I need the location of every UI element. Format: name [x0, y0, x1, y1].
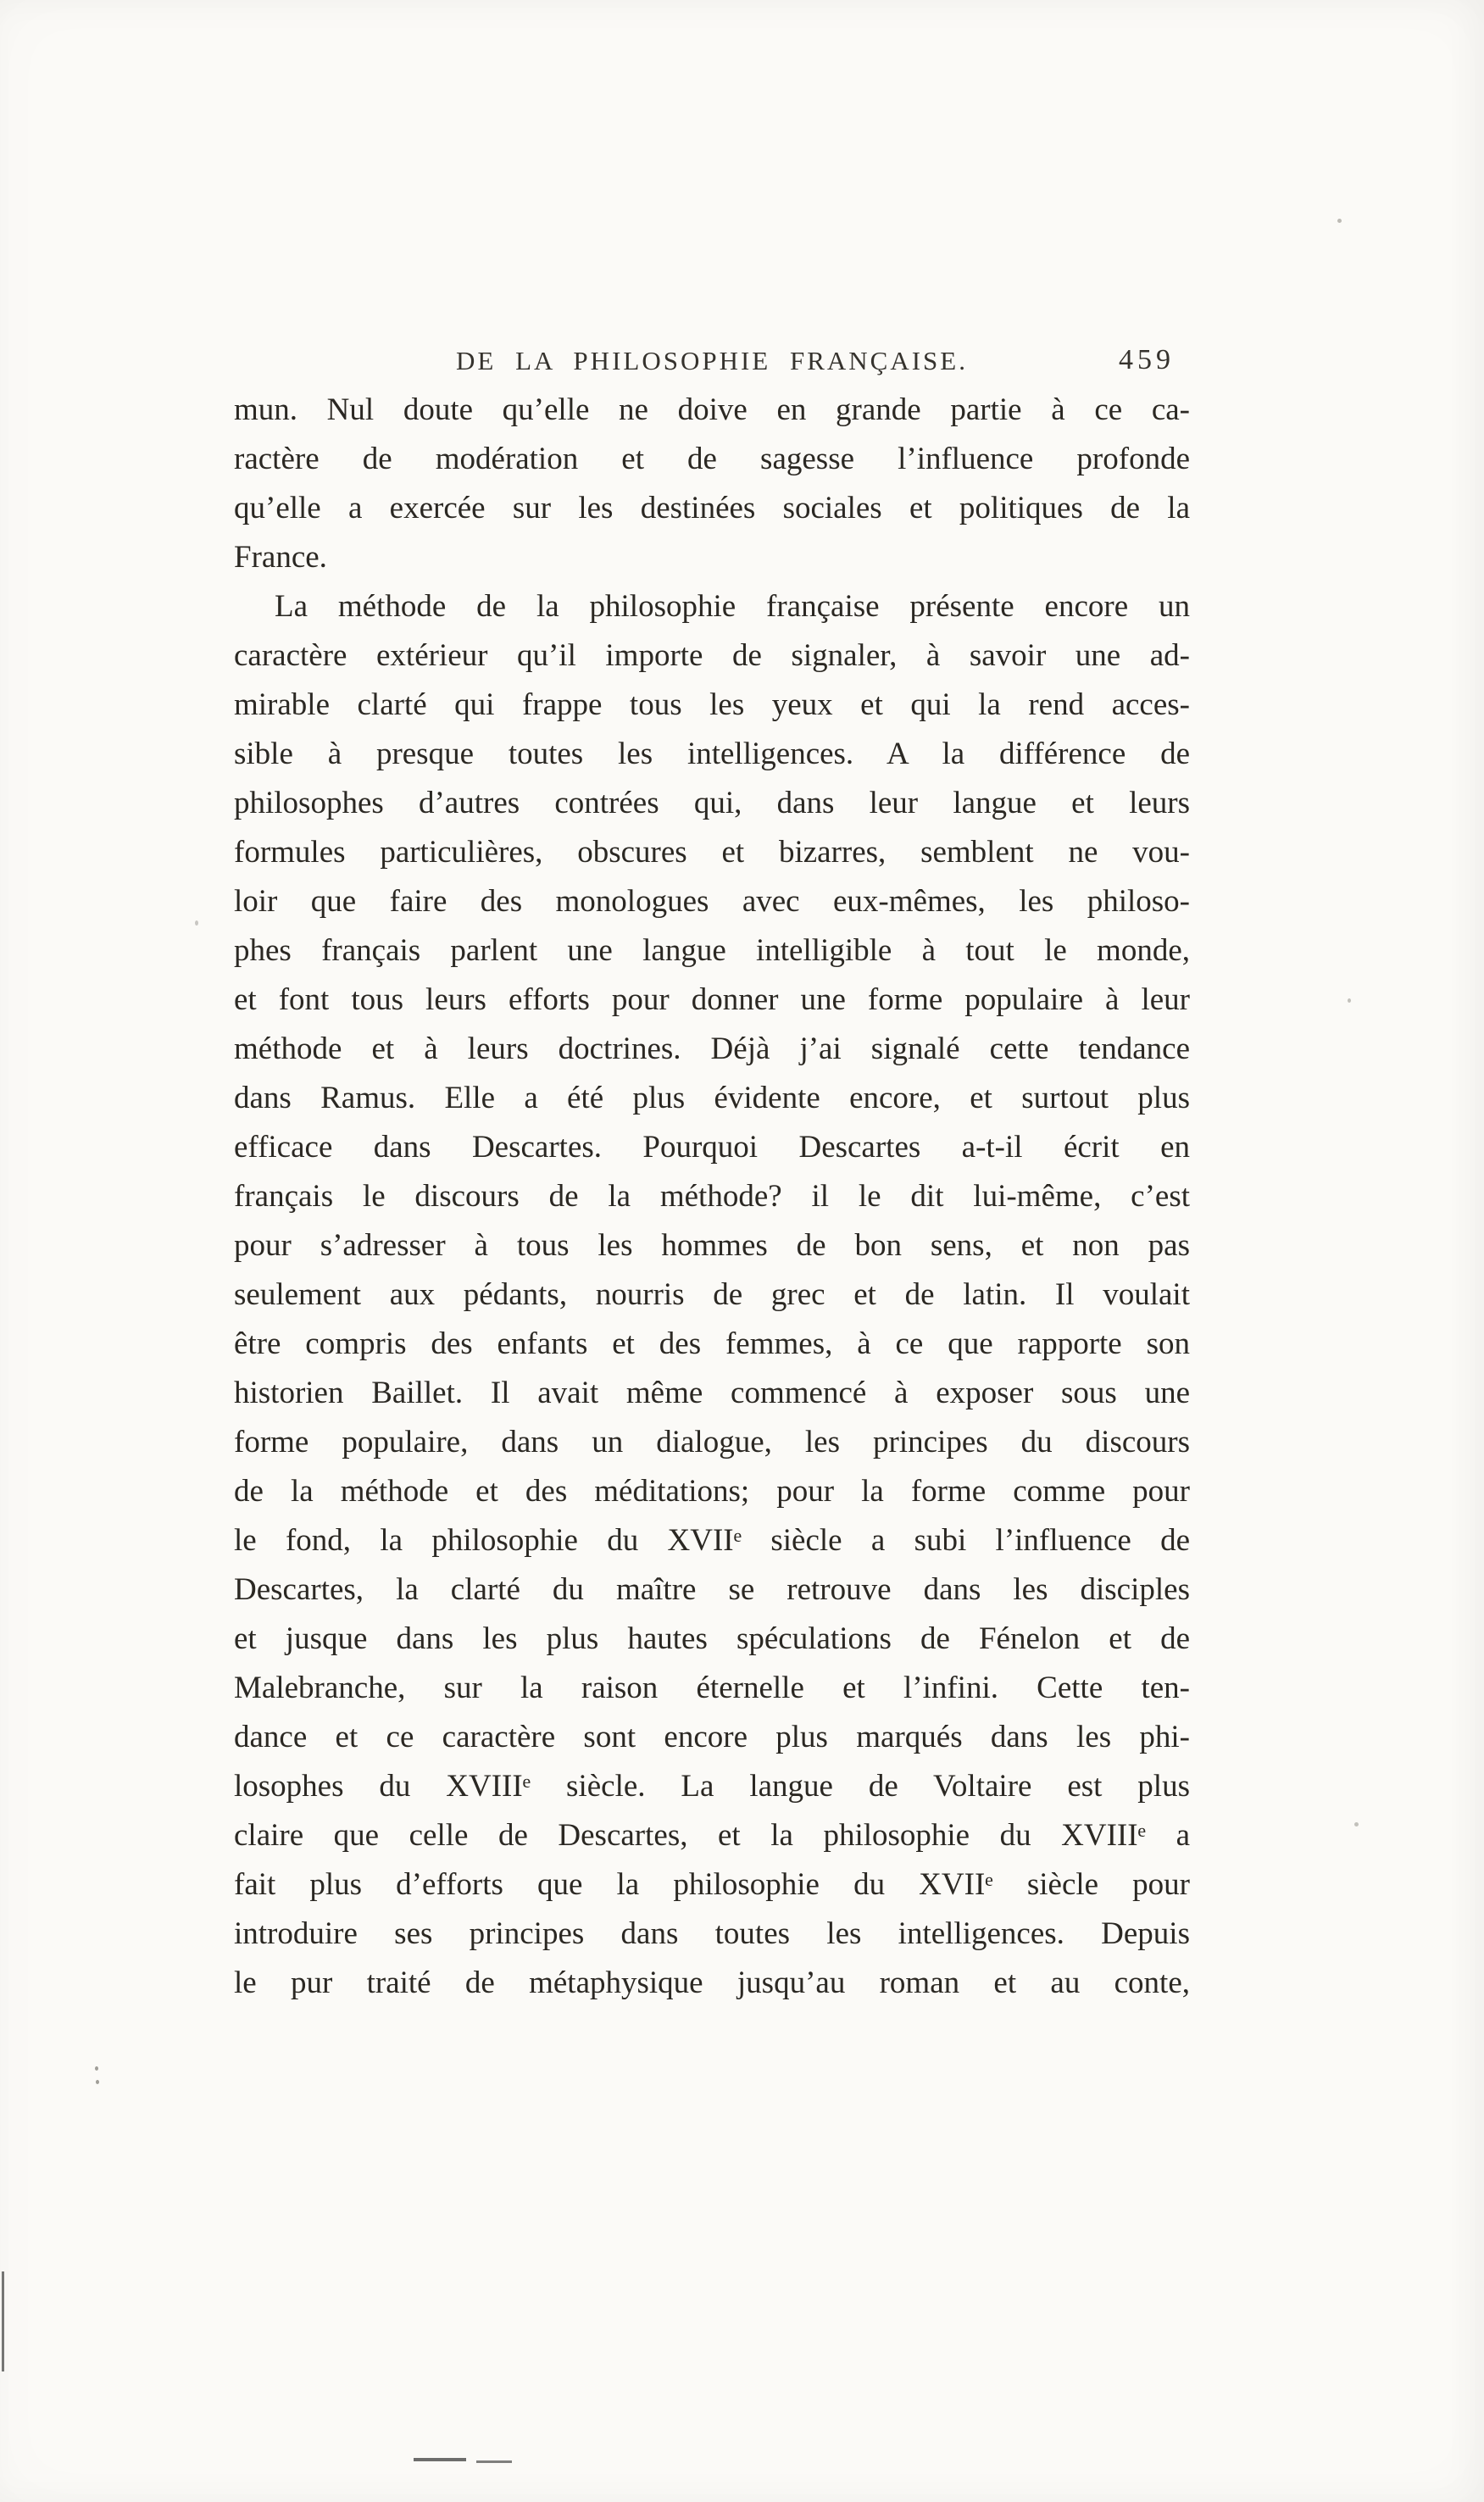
- text-line: sible à presque toutes les intelligences. A la différence de: [234, 737, 1190, 771]
- text-line: seulement aux pédants, nourris de grec et de latin. Il voulait: [234, 1277, 1190, 1312]
- text-line: dance et ce caractère sont encore plus marqués dans les phi-: [234, 1720, 1190, 1754]
- page-header: [234, 346, 1190, 383]
- scan-artifact-speck: [95, 2066, 98, 2071]
- text-line: fait plus d’efforts que la philosophie du XVIIᵉ siècle pour: [234, 1867, 1190, 1902]
- text-line: le fond, la philosophie du XVIIᵉ siècle a subi l’influence de: [234, 1523, 1190, 1558]
- text-line: méthode et à leurs doctrines. Déjà j’ai signalé cette tendance: [234, 1031, 1190, 1066]
- scan-artifact-bottom-dash: [476, 2460, 512, 2463]
- text-line: Malebranche, sur la raison éternelle et l’infini. Cette ten-: [234, 1671, 1190, 1705]
- text-line: le pur traité de métaphysique jusqu’au roman et au conte,: [234, 1965, 1190, 2000]
- scan-artifact-speck: [1337, 219, 1342, 223]
- text-block: [234, 386, 1190, 2008]
- running-title: DE LA PHILOSOPHIE FRANÇAISE.: [456, 346, 968, 375]
- text-line: philosophes d’autres contrées qui, dans leur langue et leurs: [234, 786, 1190, 820]
- text-line: pour s’adresser à tous les hommes de bon sens, et non pas: [234, 1228, 1190, 1263]
- text-line: de la méthode et des méditations; pour la forme comme pour: [234, 1474, 1190, 1509]
- page-number: 459: [1119, 344, 1175, 375]
- scan-artifact-speck: [1354, 1822, 1359, 1826]
- text-line: qu’elle a exercée sur les destinées sociales et politiques de la: [234, 491, 1190, 525]
- text-line: claire que celle de Descartes, et la philosophie du XVIIIᵉ a: [234, 1818, 1190, 1853]
- scan-artifact-speck: [1348, 998, 1351, 1003]
- scan-artifact-bottom-dash: [414, 2458, 466, 2461]
- text-line: mirable clarté qui frappe tous les yeux et qui la rend acces-: [234, 687, 1190, 722]
- text-line: loir que faire des monologues avec eux-mêmes, les philoso-: [234, 884, 1190, 919]
- text-line: forme populaire, dans un dialogue, les principes du discours: [234, 1425, 1190, 1460]
- text-line: être compris des enfants et des femmes, à ce que rapporte son: [234, 1326, 1190, 1361]
- text-line: losophes du XVIIIᵉ siècle. La langue de Voltaire est plus: [234, 1769, 1190, 1804]
- text-line: efficace dans Descartes. Pourquoi Descartes a-t-il écrit en: [234, 1130, 1190, 1165]
- text-line: caractère extérieur qu’il importe de signaler, à savoir une ad-: [234, 638, 1190, 673]
- text-line: La méthode de la philosophie française présente encore un: [275, 589, 1190, 624]
- text-line: mun. Nul doute qu’elle ne doive en grande partie à ce ca-: [234, 392, 1190, 427]
- text-line: France.: [234, 540, 327, 575]
- text-line: formules particulières, obscures et bizarres, semblent ne vou-: [234, 835, 1190, 870]
- scan-artifact-speck: [96, 2080, 99, 2084]
- text-line: et font tous leurs efforts pour donner une forme populaire à leur: [234, 982, 1190, 1017]
- text-line: français le discours de la méthode? il le dit lui-même, c’est: [234, 1179, 1190, 1214]
- text-line: dans Ramus. Elle a été plus évidente encore, et surtout plus: [234, 1081, 1190, 1115]
- text-line: ractère de modération et de sagesse l’influence profonde: [234, 442, 1190, 476]
- text-line: phes français parlent une langue intelligible à tout le monde,: [234, 933, 1190, 968]
- text-line: historien Baillet. Il avait même commencé à exposer sous une: [234, 1376, 1190, 1410]
- scan-artifact-edge-line: [2, 2271, 4, 2371]
- text-line: et jusque dans les plus hautes spéculations de Fénelon et de: [234, 1621, 1190, 1656]
- text-line: Descartes, la clarté du maître se retrouve dans les disciples: [234, 1572, 1190, 1607]
- scan-artifact-speck: [195, 920, 198, 926]
- text-line: introduire ses principes dans toutes les intelligences. Depuis: [234, 1916, 1190, 1951]
